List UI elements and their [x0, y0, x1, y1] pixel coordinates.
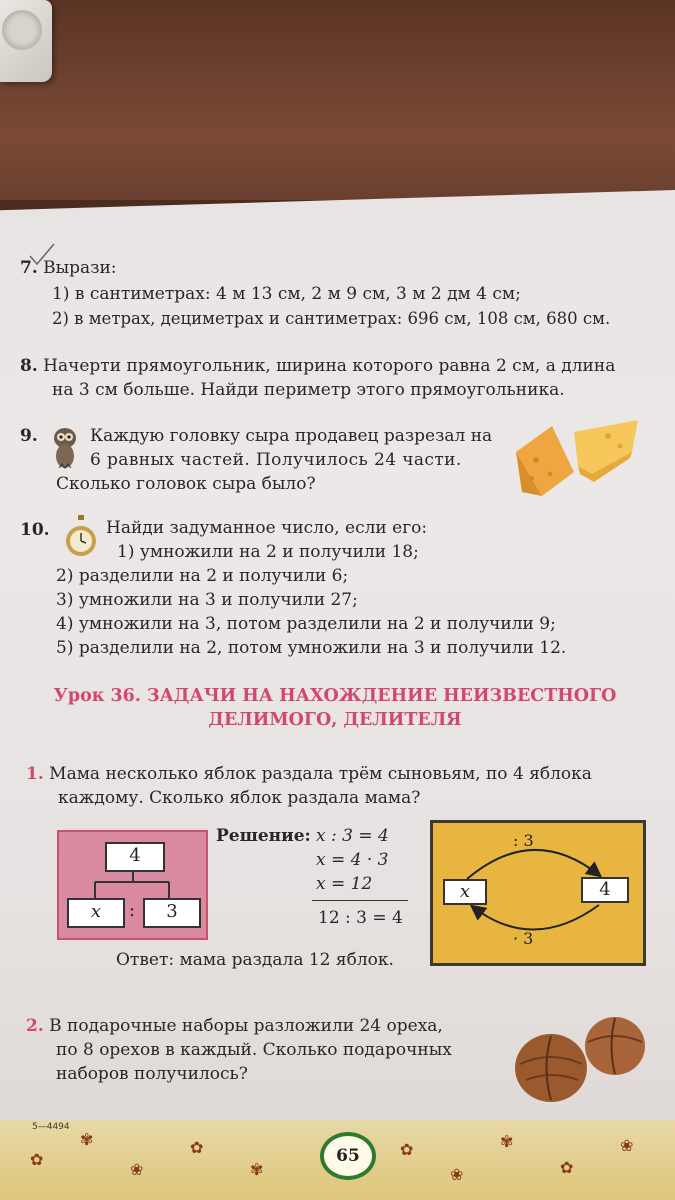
task-10-number: [20, 518, 50, 543]
task-text: Начерти прямоугольник, ширина которого равна 2 см, а длина: [43, 356, 616, 376]
task-7-line-2: 2) в метрах, дециметрах и сантиметрах: 696 см, 108 см, 680 см.: [52, 309, 611, 328]
solution-label: Решение:: [216, 826, 311, 846]
task-9-line-3: Сколько головок сыра было?: [56, 474, 316, 494]
walnut-illustration: [512, 1030, 590, 1106]
walnut-illustration: [582, 1014, 648, 1078]
problem-number: 1.: [26, 764, 44, 784]
task-7-header: [20, 256, 117, 281]
task-10-line-4: 4) умножили на 3, потом разделили на 2 и получили 9;: [56, 614, 556, 634]
task-10-line-2: 2) разделили на 2 и получили 6;: [56, 566, 349, 586]
division-tree-diagram: [57, 830, 208, 940]
division-sign: :: [128, 900, 136, 921]
task-9-line-1: Каждую головку сыра продавец разрезал на: [90, 426, 493, 446]
task-number: 7.: [20, 258, 38, 278]
leaf-icon: ✿: [190, 1138, 204, 1157]
divisor-box: 3: [143, 898, 201, 928]
bottom-operation: · 3: [513, 929, 534, 948]
leaf-icon: ✿: [30, 1150, 44, 1169]
dividend-box: x: [67, 898, 125, 928]
leaf-icon: ✿: [560, 1158, 574, 1177]
leaf-icon: ✾: [250, 1160, 264, 1179]
task-10-line-3: 3) умножили на 3 и получили 27;: [56, 590, 358, 610]
solution-check: 12 : 3 = 4: [318, 908, 403, 928]
solution-answer: Ответ: мама раздала 12 яблок.: [116, 950, 394, 970]
problem-2-line-1: [26, 1014, 443, 1039]
top-operation: : 3: [513, 831, 534, 850]
quotient-box: 4: [105, 842, 165, 872]
task-10-intro: Найди задуманное число, если его:: [106, 518, 428, 538]
page-number: 65: [320, 1132, 376, 1180]
leaf-icon: ❀: [450, 1165, 464, 1184]
task-8-line-2: на 3 см больше. Найди периметр этого прямоугольника.: [52, 380, 565, 400]
solution-eq-2: x = 4 · 3: [316, 850, 389, 870]
leaf-icon: ✿: [400, 1140, 414, 1159]
wall-socket: [0, 0, 52, 82]
stopwatch-icon: [64, 515, 98, 559]
task-number: 8.: [20, 356, 38, 376]
leaf-icon: ❀: [620, 1136, 634, 1155]
problem-1-line-1: [26, 762, 592, 787]
problem-text: В подарочные наборы разложили 24 ореха,: [49, 1016, 443, 1036]
task-number: 9.: [20, 426, 38, 446]
lesson-heading-line-1: Урок 36. ЗАДАЧИ НА НАХОЖДЕНИЕ НЕИЗВЕСТНОГО: [53, 686, 617, 706]
result-box: 4: [581, 877, 629, 903]
task-10-line-5: 5) разделили на 2, потом умножили на 3 и получили 12.: [56, 638, 567, 658]
task-7-line-1: 1) в сантиметрах: 4 м 13 см, 2 м 9 см, 3 м 2 дм 4 см;: [52, 284, 521, 304]
solution-divider: [312, 900, 408, 901]
solution-eq-3: x = 12: [316, 874, 373, 894]
unknown-box: x: [443, 879, 487, 905]
problem-number: 2.: [26, 1016, 44, 1036]
leaf-icon: ❀: [130, 1160, 144, 1179]
leaf-icon: ✾: [80, 1130, 94, 1149]
solution-eq-1: x : 3 = 4: [316, 826, 389, 846]
task-title: Вырази:: [43, 258, 117, 278]
cheese-illustration: [512, 412, 642, 497]
problem-2-line-3: наборов получилось?: [56, 1064, 248, 1084]
owl-icon: [52, 424, 78, 470]
task-8-line-1: [20, 354, 615, 379]
problem-text: Мама несколько яблок раздала трём сыновьям, по 4 яблока: [49, 764, 592, 784]
leaf-icon: ✾: [500, 1132, 514, 1151]
task-9-number: [20, 424, 38, 449]
problem-2-line-2: по 8 орехов в каждый. Сколько подарочных: [56, 1040, 452, 1060]
table-background: [0, 0, 675, 200]
task-number: 10.: [20, 520, 50, 540]
task-9-line-2: 6 равных частей. Получилось 24 части.: [90, 450, 462, 470]
inverse-operation-diagram: [430, 820, 646, 966]
problem-1-line-2: каждому. Сколько яблок раздала мама?: [58, 788, 421, 808]
task-10-line-1: 1) умножили на 2 и получили 18;: [117, 542, 419, 562]
print-code: 5—4494: [32, 1122, 70, 1132]
lesson-heading-line-2: ДЕЛИМОГО, ДЕЛИТЕЛЯ: [208, 710, 462, 730]
